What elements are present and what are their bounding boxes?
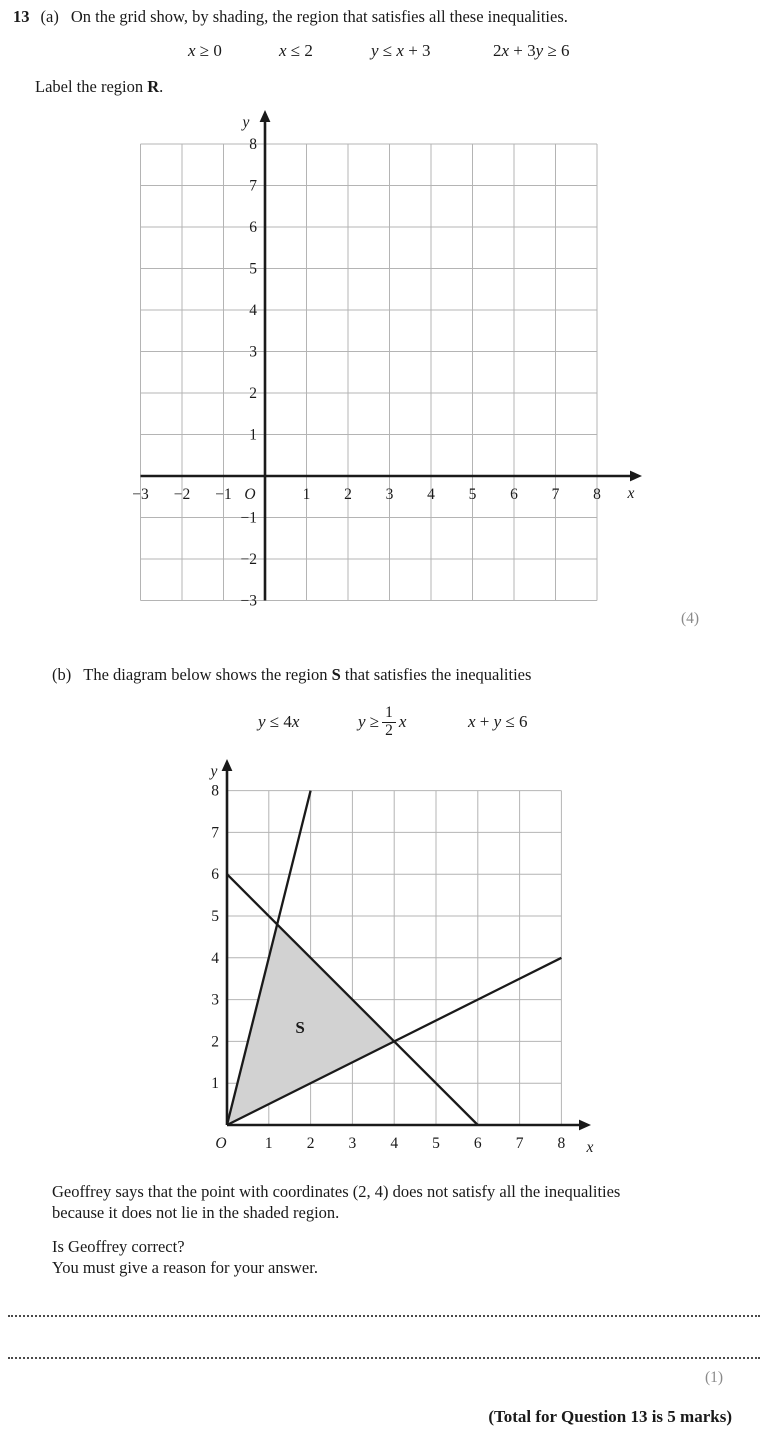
inequality-b-2: [358, 698, 406, 746]
svg-text:8: 8: [557, 1135, 566, 1152]
fraction-numerator: 1: [385, 703, 393, 721]
svg-text:O: O: [215, 1135, 227, 1152]
part-b-heading: [52, 665, 752, 685]
label-region-suffix: .: [159, 77, 164, 96]
grid-a-chart: [95, 100, 655, 628]
svg-text:3: 3: [211, 991, 219, 1009]
svg-text:7: 7: [551, 486, 560, 503]
inequality-b-1: y ≤ 4x: [258, 712, 300, 731]
svg-text:4: 4: [249, 302, 257, 319]
inequalit<i>y</i>-b-2-lhs: y ≥: [358, 712, 380, 731]
fraction-denominator: 2: [382, 722, 396, 740]
svg-text:3: 3: [385, 486, 394, 503]
svg-text:5: 5: [249, 260, 257, 278]
svg-text:−1: −1: [240, 509, 257, 527]
part-a-label: (a): [40, 7, 59, 26]
svg-text:5: 5: [468, 486, 477, 503]
answer-line-1: [8, 1315, 760, 1317]
part-a-prompt: On the grid show, by shading, the region that satisfies all these inequalities.: [70, 7, 568, 26]
svg-text:O: O: [244, 486, 256, 503]
svg-text:6: 6: [249, 219, 257, 236]
answer-line-2: [8, 1357, 760, 1359]
inequality-a-2: x ≤ 2: [279, 41, 313, 60]
part-a-heading: [13, 7, 753, 27]
geoffrey-statement-line1: Geoffrey says that the point with coordinates (2, 4) does not satisfy all the inequalities: [52, 1182, 621, 1201]
svg-text:8: 8: [211, 782, 219, 800]
svg-text:4: 4: [211, 949, 219, 967]
svg-text:−2: −2: [240, 551, 257, 568]
svg-text:−2: −2: [173, 486, 191, 503]
svg-text:7: 7: [249, 177, 257, 195]
svg-text:3: 3: [348, 1135, 357, 1152]
svg-text:S: S: [295, 1017, 305, 1037]
svg-text:x: x: [627, 485, 635, 502]
svg-text:2: 2: [249, 385, 257, 402]
svg-text:x: x: [586, 1139, 594, 1156]
part-b-marks: (1): [704, 1369, 724, 1386]
svg-text:5: 5: [211, 908, 219, 925]
svg-text:2: 2: [306, 1135, 315, 1152]
label-region-instruction: [35, 77, 163, 97]
svg-text:−3: −3: [132, 486, 149, 503]
svg-text:8: 8: [249, 136, 257, 153]
svg-text:1: 1: [264, 1135, 273, 1152]
inequality-b-3: x + y ≤ 6: [468, 712, 528, 731]
svg-text:5: 5: [432, 1135, 440, 1152]
inequality-a-1: x ≥ 0: [188, 41, 222, 60]
geoffrey-statement: [52, 1181, 702, 1223]
svg-text:−1: −1: [215, 486, 232, 503]
part-b-prompt-prefix: The diagram below shows the region: [83, 665, 332, 684]
svg-text:3: 3: [249, 343, 257, 361]
svg-text:1: 1: [249, 426, 257, 444]
svg-text:1: 1: [302, 486, 311, 503]
svg-text:1: 1: [211, 1075, 219, 1093]
svg-text:y: y: [242, 114, 250, 131]
part-a-marks: (4): [680, 610, 700, 627]
give-reason-line: You must give a reason for your answer.: [52, 1258, 318, 1277]
svg-text:y: y: [210, 763, 218, 780]
part-b-prompt-suffix: that satisfies the inequalities: [340, 665, 532, 684]
inequalit<i>y</i>-b-2-fraction: [382, 705, 396, 739]
region-s-heading-label: S: [331, 665, 341, 684]
svg-text:8: 8: [593, 486, 601, 503]
svg-text:6: 6: [510, 486, 518, 503]
svg-text:7: 7: [211, 824, 219, 842]
total-marks-line: (Total for Question 13 is 5 marks): [488, 1407, 732, 1426]
svg-text:−3: −3: [240, 592, 257, 610]
inequalit<i>y</i>-b-2-var: x: [398, 712, 407, 731]
svg-text:4: 4: [390, 1135, 399, 1152]
inequality-a-4: 2x + 3y ≥ 6: [493, 41, 570, 60]
is-geoffrey-correct-line: Is Geoffrey correct?: [52, 1237, 185, 1256]
svg-text:2: 2: [211, 1033, 219, 1051]
region-r-label: R: [147, 77, 160, 96]
svg-text:6: 6: [211, 866, 219, 884]
svg-text:7: 7: [515, 1135, 524, 1152]
svg-text:2: 2: [344, 486, 352, 503]
grid-b-chart: [175, 748, 625, 1172]
label-region-prefix: Label the region: [35, 77, 148, 96]
question-number: 13: [13, 7, 30, 26]
part-b-label: (b): [52, 665, 72, 684]
geoffrey-statement-line2: because it does not lie in the shaded region.: [52, 1203, 340, 1222]
svg-text:6: 6: [473, 1135, 482, 1152]
svg-text:4: 4: [427, 486, 435, 503]
inequality-a-3: y ≤ x + 3: [371, 41, 431, 60]
